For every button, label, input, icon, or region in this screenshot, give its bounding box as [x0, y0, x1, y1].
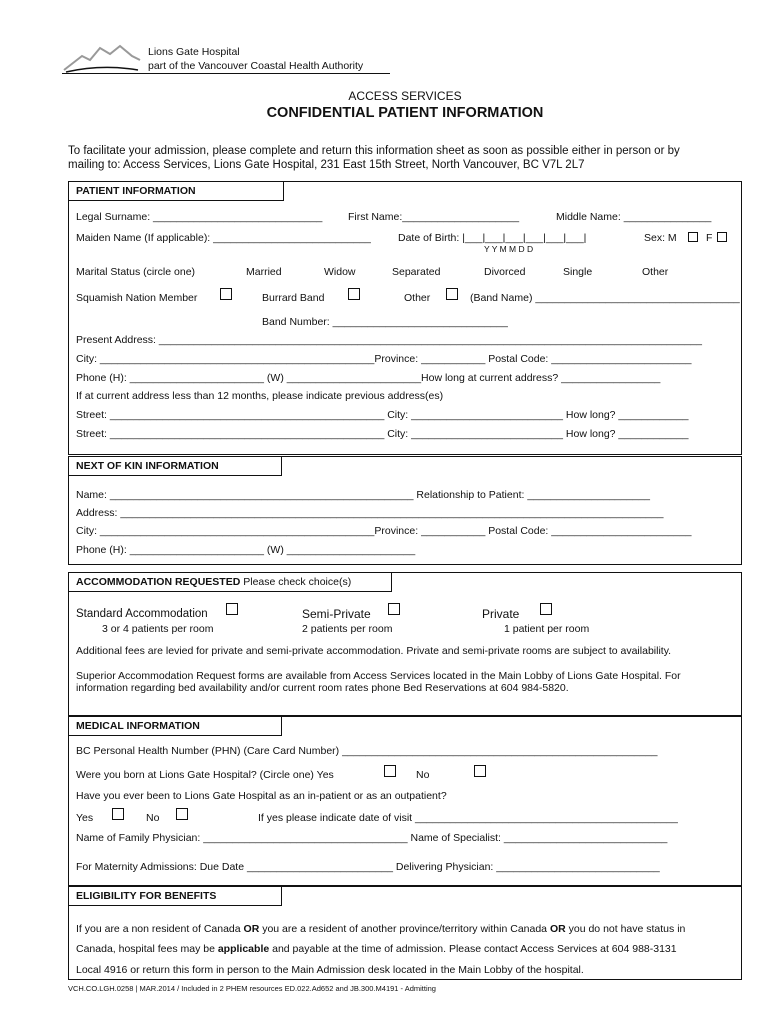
been-yes-label: Yes	[76, 812, 94, 824]
accommodation-section	[68, 572, 742, 716]
superior-note-1: Superior Accommodation Request forms are available from Access Services located in the Main Lobby of Lions Gate Hospital. For	[76, 670, 681, 682]
form-footer: VCH.CO.LGH.0258 | MAR.2014 / Included in 2 PHEM resources ED.022.Ad652 and JB.300.M4191 - Admitting	[68, 984, 436, 993]
date-of-birth-field[interactable]: Date of Birth: |___|___|___|___|___|___|	[398, 232, 587, 244]
been-yes-checkbox[interactable]	[112, 808, 124, 820]
eligibility-text-1a: If you are a non resident of Canada	[76, 923, 244, 935]
eligibility-or-1: OR	[243, 923, 260, 935]
other-band-checkbox[interactable]	[446, 288, 458, 300]
burrard-checkbox[interactable]	[348, 288, 360, 300]
previous-address-note: If at current address less than 12 months, please indicate previous address(es)	[76, 390, 444, 402]
department: ACCESS SERVICES	[348, 89, 462, 103]
squamish-checkbox[interactable]	[220, 288, 232, 300]
eligibility-text-2b: and payable at the time of admission. Please contact Access Services at 604 988-3131	[269, 943, 677, 955]
page-title: CONFIDENTIAL PATIENT INFORMATION	[266, 105, 544, 121]
born-no-label: No	[416, 769, 430, 781]
accommodation-heading-note: Please check choice(s)	[243, 576, 352, 588]
kin-heading: NEXT OF KIN INFORMATION	[68, 456, 282, 476]
header-rule	[62, 73, 390, 74]
maiden-name-field[interactable]: Maiden Name (If applicable): ___________________________	[76, 232, 371, 244]
hospital-name: Lions Gate Hospital	[148, 46, 240, 58]
been-question: Have you ever been to Lions Gate Hospital as an in-patient or as an outpatient?	[76, 790, 447, 802]
sex-m-checkbox[interactable]	[688, 232, 698, 242]
dob-labels: Y Y M M D D	[484, 244, 534, 254]
marital-separated[interactable]: Separated	[392, 266, 441, 278]
previous-street-2[interactable]: Street: _______________________________________________ City: __________________________ How long? ____________	[76, 428, 689, 440]
health-authority: part of the Vancouver Coastal Health Authority	[148, 60, 364, 72]
other-band-label: Other	[404, 292, 431, 304]
middle-name-field[interactable]: Middle Name: _______________	[556, 211, 712, 223]
logo	[62, 42, 142, 76]
eligibility-text-1b: you are a resident of another province/territory within Canada	[259, 923, 550, 935]
marital-status-label: Marital Status (circle one)	[76, 266, 196, 278]
fees-note: Additional fees are levied for private and semi-private accommodation. Private and semi-private rooms are subject to availability.	[76, 645, 672, 657]
semi-private-sub: 2 patients per room	[302, 623, 393, 635]
marital-married[interactable]: Married	[246, 266, 282, 278]
superior-note-2: information regarding bed availability and/or current room rates phone Bed Reservations at 604 984-5820.	[76, 682, 569, 694]
band-name-field[interactable]: (Band Name) ___________________________________	[470, 292, 740, 304]
medical-heading: MEDICAL INFORMATION	[68, 716, 282, 736]
phn-field[interactable]: BC Personal Health Number (PHN) (Care Card Number) ______________________________________________________	[76, 745, 658, 757]
eligibility-line-3: Local 4916 or return this form in person to the Main Admission desk located in the Main Lobby of the hospital.	[76, 964, 584, 976]
sex-f-checkbox[interactable]	[717, 232, 727, 242]
eligibility-line-1	[76, 923, 685, 935]
eligibility-text-2a: Canada, hospital fees may be	[76, 943, 218, 955]
intro-line-2: mailing to: Access Services, Lions Gate Hospital, 231 East 15th Street, North Vancouver, BC V7L 2L7	[68, 159, 585, 171]
eligibility-applicable: applicable	[217, 943, 270, 955]
private-checkbox[interactable]	[540, 603, 552, 615]
previous-street-1[interactable]: Street: _______________________________________________ City: __________________________ How long? ____________	[76, 409, 689, 421]
private-sub: 1 patient per room	[504, 623, 590, 635]
semi-private-label: Semi-Private	[302, 607, 371, 621]
band-number-field[interactable]: Band Number: ______________________________	[262, 316, 508, 328]
eligibility-or-2: OR	[549, 923, 566, 935]
born-no-checkbox[interactable]	[474, 765, 486, 777]
mountain-logo-icon	[62, 42, 142, 76]
standard-sub: 3 or 4 patients per room	[102, 623, 214, 635]
first-name-field[interactable]: First Name:____________________	[348, 211, 520, 223]
kin-city-field[interactable]: City: _______________________________________________Province: ___________ Postal Code: ________________________	[76, 525, 692, 537]
eligibility-heading: ELIGIBILITY FOR BENEFITS	[68, 886, 282, 906]
present-address-field[interactable]: Present Address: _____________________________________________________________________________________________	[76, 334, 702, 346]
kin-address-field[interactable]: Address: _____________________________________________________________________________________________	[76, 507, 664, 519]
marital-single[interactable]: Single	[563, 266, 593, 278]
semi-private-checkbox[interactable]	[388, 603, 400, 615]
squamish-label: Squamish Nation Member	[76, 292, 198, 304]
kin-phone-field[interactable]: Phone (H): _______________________ (W) ______________________	[76, 544, 416, 556]
been-no-label: No	[146, 812, 160, 824]
born-yes-checkbox[interactable]	[384, 765, 396, 777]
intro-line-1: To facilitate your admission, please complete and return this information sheet as soon as possible either in person or by	[68, 145, 680, 157]
maternity-field[interactable]: For Maternity Admissions: Due Date _________________________ Delivering Physician: ____________________________	[76, 861, 660, 873]
patient-heading: PATIENT INFORMATION	[68, 181, 284, 201]
city-field[interactable]: City: _______________________________________________Province: ___________ Postal Code: ________________________	[76, 353, 692, 365]
phone-field[interactable]: Phone (H): _______________________ (W) _______________________How long at current address? _________________	[76, 372, 661, 384]
marital-other[interactable]: Other	[642, 266, 669, 278]
eligibility-line-2	[76, 943, 677, 955]
sex-f-label: F	[706, 232, 713, 244]
accommodation-heading-text: ACCOMMODATION REQUESTED	[76, 576, 241, 588]
legal-surname-field[interactable]: Legal Surname: _____________________________	[76, 211, 323, 223]
marital-widow[interactable]: Widow	[324, 266, 356, 278]
burrard-label: Burrard Band	[262, 292, 325, 304]
visit-date-field[interactable]: If yes please indicate date of visit _____________________________________________	[258, 812, 678, 824]
accommodation-heading	[68, 572, 392, 592]
standard-label: Standard Accommodation	[76, 608, 208, 620]
family-physician-field[interactable]: Name of Family Physician: ___________________________________ Name of Specialist: ____________________________	[76, 832, 668, 844]
standard-checkbox[interactable]	[226, 603, 238, 615]
private-label: Private	[482, 607, 520, 621]
been-no-checkbox[interactable]	[176, 808, 188, 820]
sex-label: Sex: M	[644, 232, 677, 244]
eligibility-text-1c: you do not have status in	[565, 923, 686, 935]
kin-name-field[interactable]: Name: ____________________________________________________ Relationship to Patient: _____________________	[76, 489, 650, 501]
marital-divorced[interactable]: Divorced	[484, 266, 526, 278]
born-question: Were you born at Lions Gate Hospital? (Circle one) Yes	[76, 769, 334, 781]
